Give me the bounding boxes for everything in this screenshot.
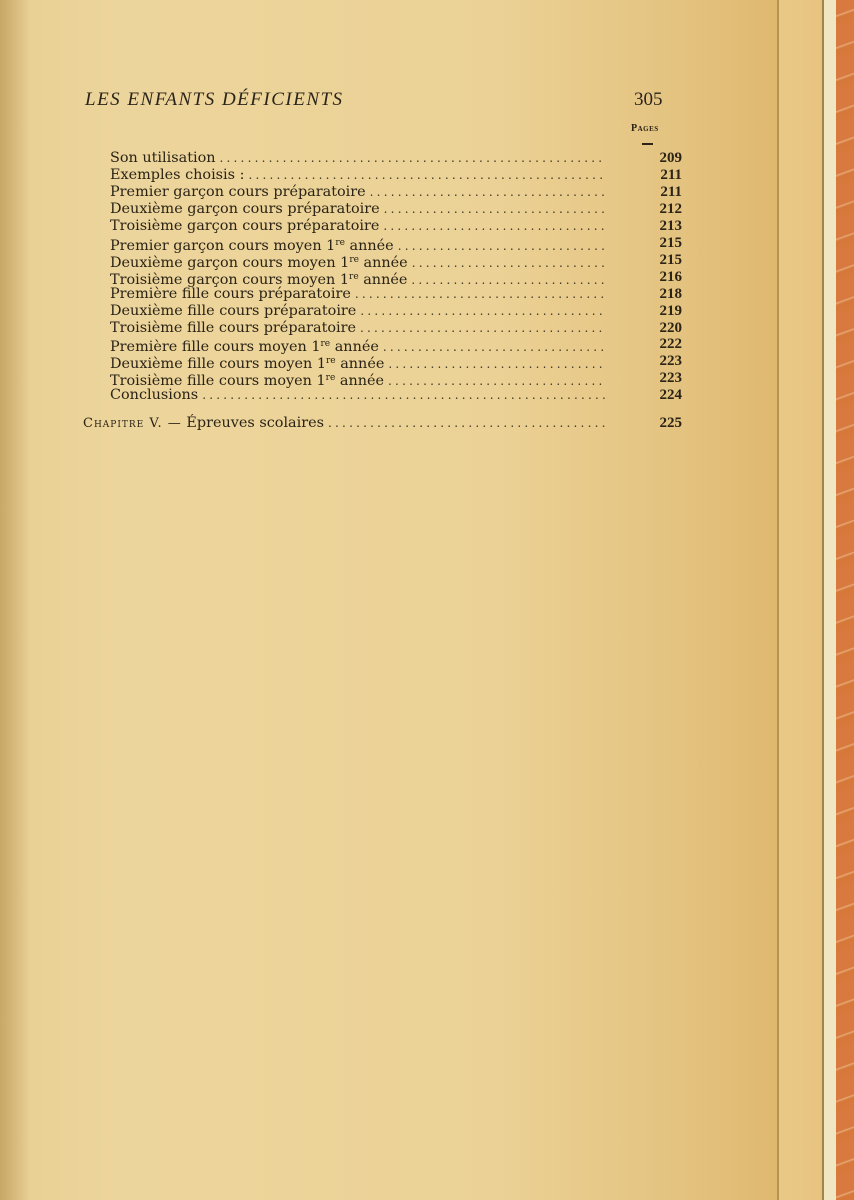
label-text: Troisième garçon cours préparatoire: [110, 217, 380, 234]
toc-entry-page: 225: [659, 415, 682, 431]
label-text: Troisième garçon cours moyen 1: [110, 271, 350, 288]
toc-entry: [110, 150, 682, 167]
toc-entry-page: 218: [659, 285, 682, 302]
label-text: année: [335, 373, 385, 390]
dot-leader: [370, 184, 606, 201]
toc-entry-page: 213: [659, 217, 682, 234]
toc-entry-page: 224: [659, 387, 682, 404]
label-text: Troisième fille cours moyen 1: [110, 373, 326, 390]
page-flap: [779, 0, 823, 1200]
label-text: Première fille cours moyen 1: [110, 339, 321, 356]
toc-entry: [110, 183, 682, 201]
toc-entry-label: [110, 387, 198, 404]
label-text: Deuxième garçon cours préparatoire: [110, 200, 380, 217]
label-text: Premier garçon cours moyen 1: [110, 237, 336, 254]
toc-entry: [110, 387, 682, 404]
toc-entry: [110, 166, 682, 184]
superscript: re: [320, 339, 331, 350]
label-text: année: [358, 254, 408, 271]
toc-entry-page: 223: [659, 370, 682, 387]
toc-entry: [110, 251, 682, 271]
toc-entry: [110, 200, 682, 218]
superscript: re: [349, 271, 359, 282]
toc-entry: [110, 353, 682, 373]
chapter-prefix: Chapitre V. —: [83, 416, 182, 431]
label-text: Troisième fille cours préparatoire: [110, 319, 357, 336]
dot-leader: [383, 218, 606, 235]
toc-entry-page: 216: [659, 268, 682, 285]
toc-entry-label: [110, 320, 356, 337]
toc-entry-page: 215: [659, 234, 682, 251]
toc-entry-page: 223: [659, 353, 682, 370]
toc-entry-page: 211: [660, 166, 682, 183]
toc-entry: [110, 234, 682, 254]
dot-leader: [384, 201, 606, 218]
toc-entry: [110, 285, 682, 303]
pages-column-label: Pages: [631, 123, 659, 134]
page-block-edge: [824, 0, 836, 1200]
toc-entry-label: [110, 184, 366, 201]
chapter-heading: [83, 415, 682, 432]
dot-leader: [202, 387, 606, 404]
label-text: Deuxième fille cours moyen 1: [110, 356, 326, 373]
toc-entry-page: 215: [659, 251, 682, 268]
toc-entry-label: [110, 150, 216, 167]
label-text: année: [358, 271, 408, 288]
toc-entry-label: [110, 201, 380, 218]
toc-entry-page: 219: [659, 302, 682, 319]
label-text: Premier garçon cours préparatoire: [110, 183, 366, 200]
toc-entry: [110, 302, 682, 320]
toc-entry-label: [110, 167, 244, 184]
chapter-title: Épreuves scolaires: [186, 415, 325, 431]
toc-entry-page: 220: [659, 319, 682, 336]
toc-entry-label: [110, 286, 351, 303]
toc-entry-page: 211: [660, 183, 682, 200]
label-text: Conclusions: [110, 387, 199, 404]
toc-entry-label: [110, 303, 356, 320]
toc-entry: [110, 217, 682, 235]
dot-leader: [248, 167, 606, 184]
toc-entry-label: [83, 415, 324, 432]
dot-leader: [360, 320, 606, 337]
toc-entry-page: 222: [659, 336, 682, 353]
superscript: re: [335, 237, 345, 248]
toc-entry: [110, 370, 682, 390]
toc-entry: [110, 268, 682, 288]
toc-entry: [110, 319, 682, 337]
toc-entry-page: 209: [659, 150, 682, 166]
toc-entry-label: [110, 218, 379, 235]
page-number: 305: [634, 89, 663, 110]
label-text: Première fille cours préparatoire: [110, 285, 351, 302]
label-text: année: [335, 356, 385, 373]
label-text: Deuxième garçon cours moyen 1: [110, 254, 350, 271]
pages-column-dash: [642, 143, 653, 145]
superscript: re: [325, 373, 336, 384]
label-text: Son utilisation: [110, 150, 216, 166]
dot-leader: [328, 415, 606, 432]
book-cover-edge: [836, 0, 854, 1200]
toc-entry: [110, 336, 682, 356]
label-text: Exemples choisis :: [110, 166, 245, 183]
dot-leader: [360, 303, 606, 320]
dot-leader: [220, 150, 606, 167]
superscript: re: [325, 356, 336, 367]
dot-leader: [355, 286, 606, 303]
label-text: Deuxième fille cours préparatoire: [110, 302, 357, 319]
superscript: re: [349, 254, 359, 265]
label-text: année: [344, 237, 394, 254]
running-title: LES ENFANTS DÉFICIENTS: [85, 89, 344, 110]
label-text: année: [330, 339, 379, 356]
toc-entry-page: 212: [659, 200, 682, 217]
